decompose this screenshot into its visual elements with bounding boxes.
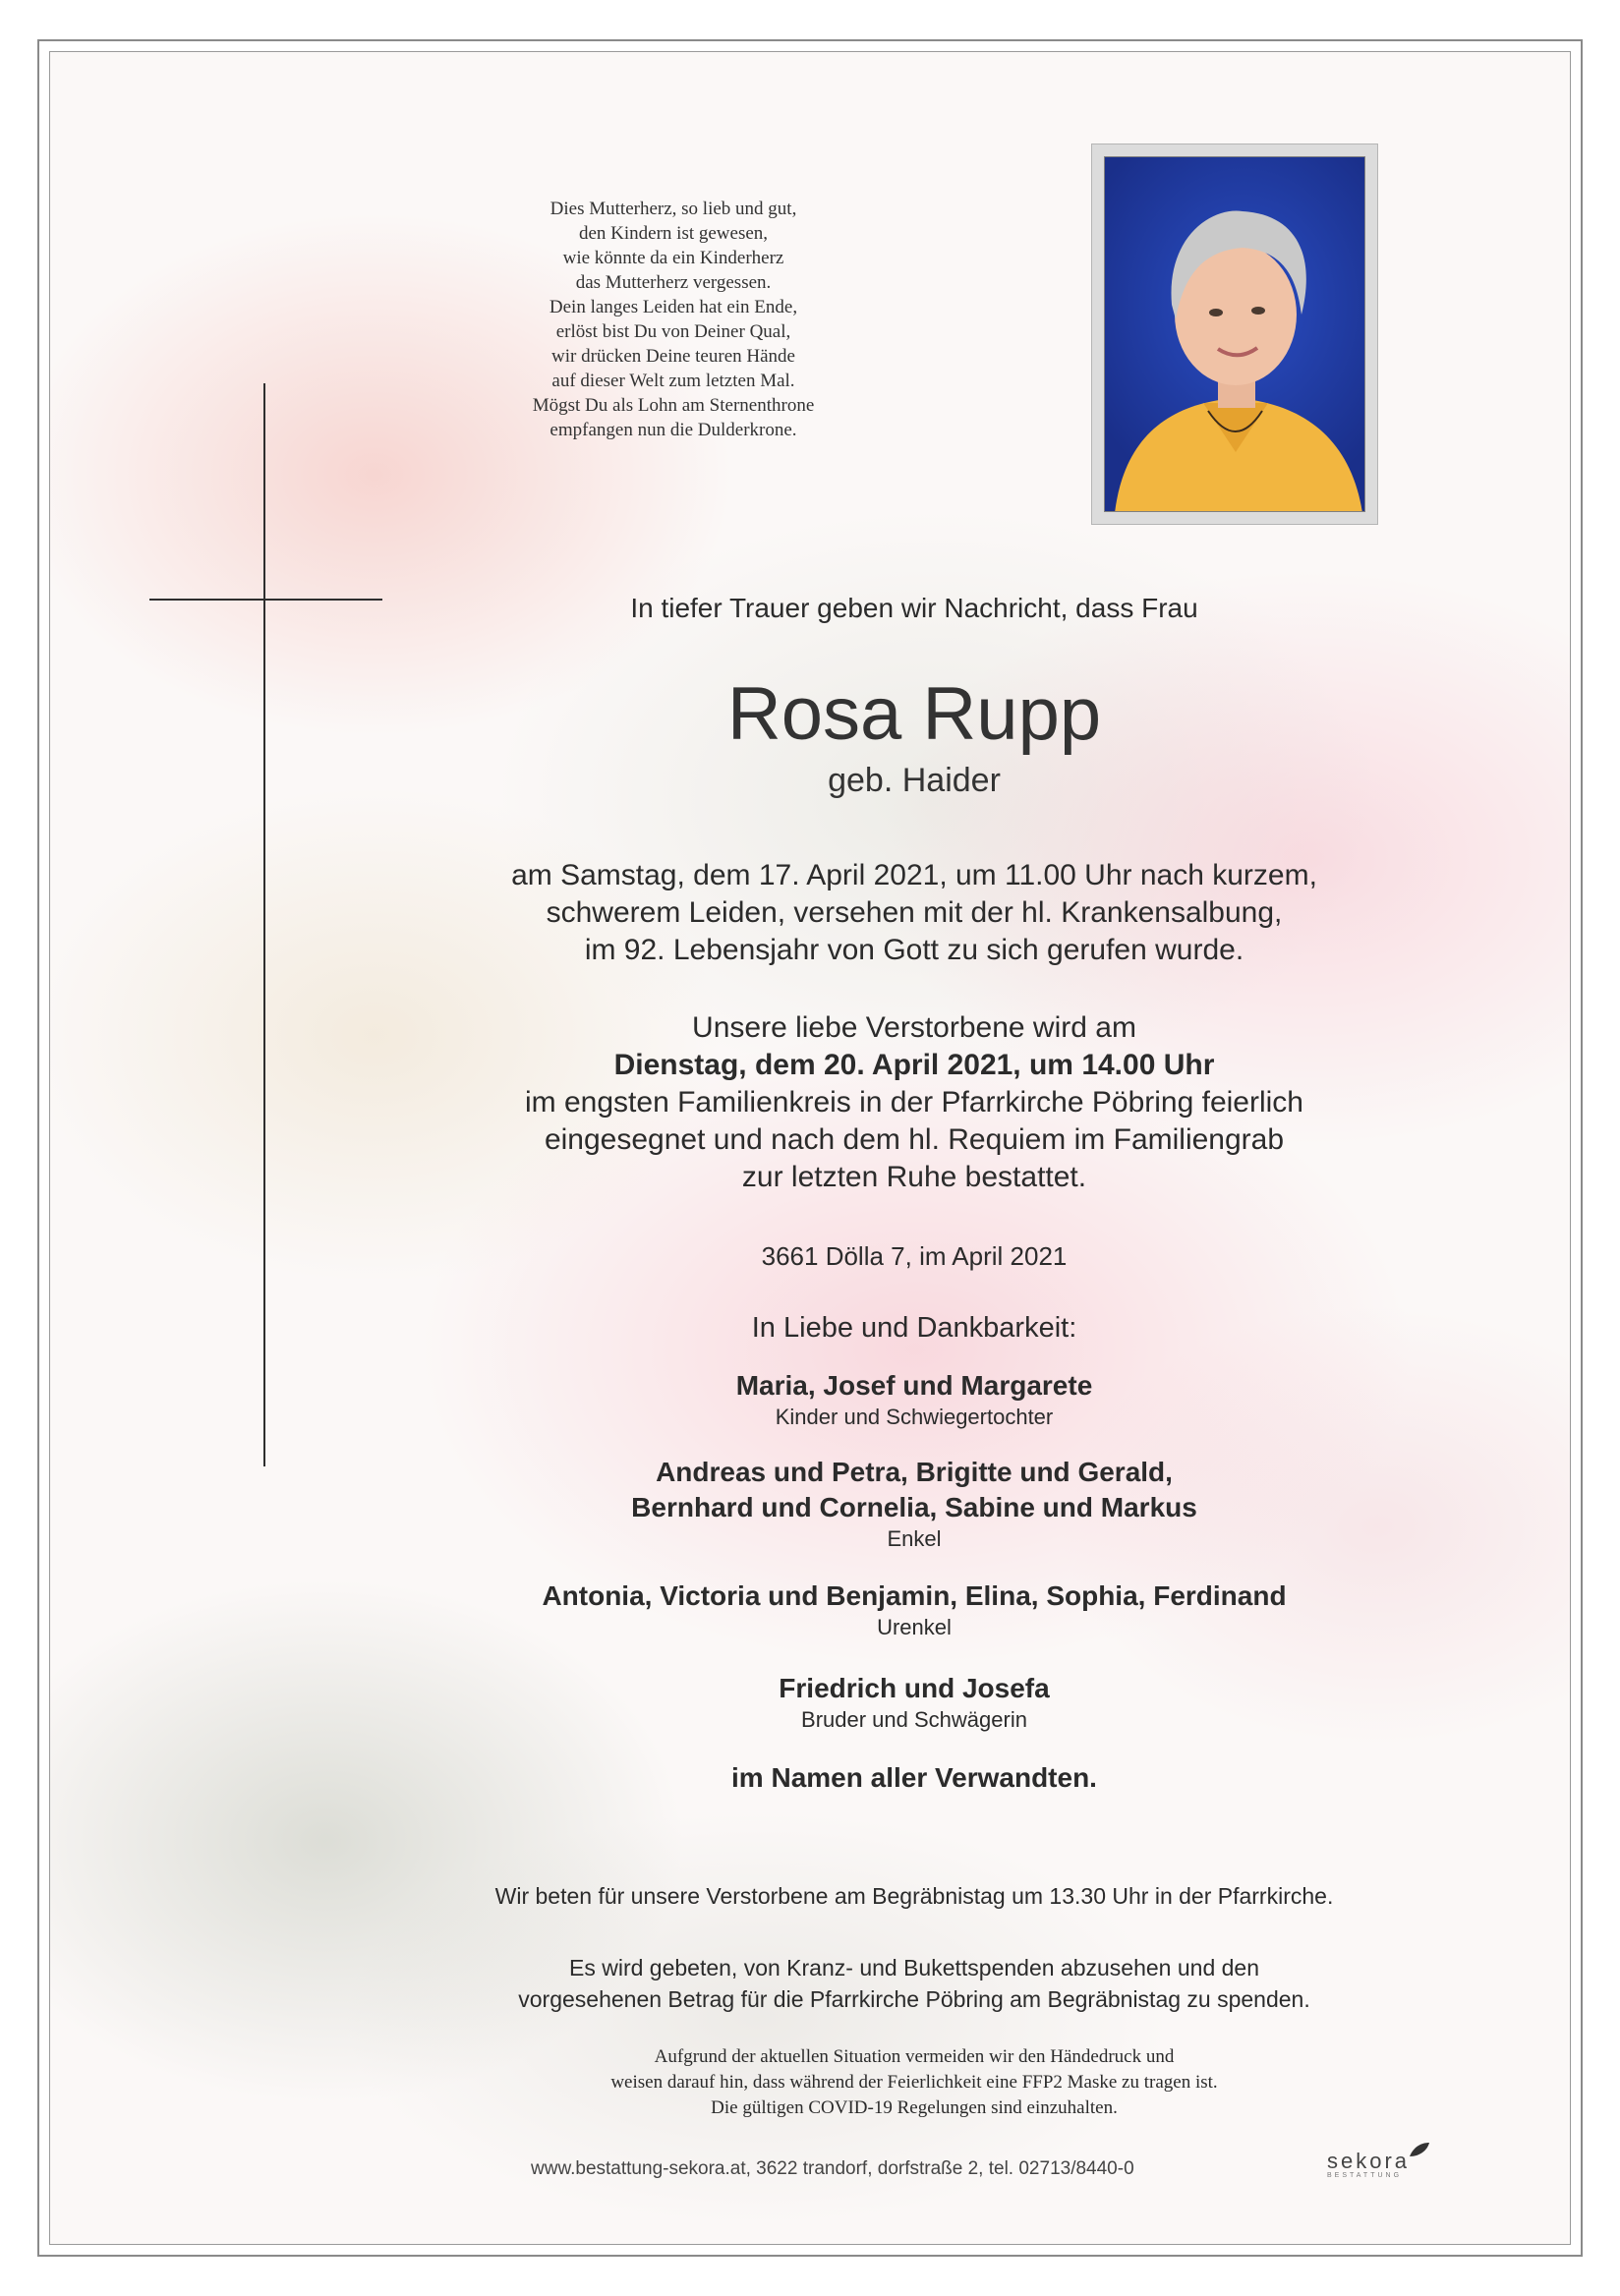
family-relation: Kinder und Schwiegertochter (775, 1405, 1054, 1429)
donation-line: vorgesehenen Betrag für die Pfarrkirche Pöbring am Begräbnistag zu spenden. (518, 1986, 1310, 2012)
portrait-photo (1104, 156, 1365, 512)
poem-line: das Mutterherz vergessen. (575, 272, 772, 293)
funeral-date: Dienstag, dem 20. April 2021, um 14.00 Uhr (613, 1049, 1215, 1081)
deceased-name: Rosa Rupp (726, 672, 1102, 756)
family-group (364, 1455, 1465, 1553)
birth-name: geb. Haider (828, 762, 1001, 799)
covid-note (364, 2044, 1465, 2121)
place-date: 3661 Dölla 7, im April 2021 (761, 1241, 1068, 1271)
poem-line: auf dieser Welt zum letzten Mal. (551, 371, 795, 391)
covid-line: Die gültigen COVID-19 Regelungen sind einzuhalten. (711, 2097, 1118, 2118)
family-group (364, 1368, 1465, 1431)
logo-word: sekora (1327, 2149, 1411, 2173)
portrait-illustration (1105, 157, 1365, 512)
portrait-frame (1091, 144, 1378, 525)
poem-line: Dies Mutterherz, so lieb und gut, (550, 199, 797, 219)
cross-icon-bar (149, 599, 382, 601)
cross-icon (263, 383, 265, 1466)
poem (511, 197, 836, 442)
family-relation: Bruder und Schwägerin (801, 1707, 1027, 1732)
donation-note (364, 1952, 1465, 2015)
company-logo (1327, 2149, 1410, 2179)
footer-contact: www.bestattung-sekora.at, 3622 trandorf, dorfstraße 2, tel. 02713/8440-0 (531, 2158, 1134, 2179)
poem-line: den Kindern ist gewesen, (578, 223, 769, 244)
death-line: am Samstag, dem 17. April 2021, um 11.00 Uhr nach kurzem, (511, 859, 1317, 891)
covid-line: Aufgrund der aktuellen Situation vermeiden wir den Händedruck und (654, 2046, 1175, 2067)
funeral-line: zur letzten Ruhe bestattet. (741, 1161, 1087, 1193)
logo-subtitle: BESTATTUNG (1327, 2172, 1403, 2179)
family-relation: Enkel (887, 1526, 942, 1551)
funeral-line: im engsten Familienkreis in der Pfarrkirche Pöbring feierlich (525, 1086, 1303, 1119)
family-group (364, 1578, 1465, 1641)
poem-line: wie könnte da ein Kinderherz (562, 248, 784, 268)
funeral-notice (364, 1009, 1465, 1196)
closing-line: im Namen aller Verwandten. (731, 1762, 1097, 1793)
family-group (364, 1671, 1465, 1734)
prayer-note: Wir beten für unsere Verstorbene am Begräbnistag um 13.30 Uhr in der Pfarrkirche. (494, 1883, 1334, 1909)
funeral-line: eingesegnet und nach dem hl. Requiem im Familiengrab (544, 1123, 1285, 1156)
family-names: Bernhard und Cornelia, Sabine und Markus (631, 1492, 1197, 1522)
family-names: Friedrich und Josefa (779, 1673, 1050, 1703)
poem-line: Mögst Du als Lohn am Sternenthrone (532, 395, 815, 416)
poem-line: empfangen nun die Dulderkrone. (550, 420, 797, 440)
donation-line: Es wird gebeten, von Kranz- und Bukettspenden abzusehen und den (569, 1955, 1259, 1980)
poem-line: erlöst bist Du von Deiner Qual, (555, 321, 791, 342)
death-line: schwerem Leiden, versehen mit der hl. Krankensalbung, (546, 896, 1283, 929)
family-names: Andreas und Petra, Brigitte und Gerald, (656, 1457, 1173, 1487)
intro-text: In tiefer Trauer geben wir Nachricht, dass Frau (630, 593, 1198, 623)
family-names: Maria, Josef und Margarete (735, 1370, 1093, 1401)
covid-line: weisen darauf hin, dass während der Feierlichkeit eine FFP2 Maske zu tragen ist. (610, 2072, 1218, 2093)
poem-line: Dein langes Leiden hat ein Ende, (549, 297, 798, 317)
family-names: Antonia, Victoria und Benjamin, Elina, Sophia, Ferdinand (542, 1580, 1287, 1611)
poem-line: wir drücken Deine teuren Hände (551, 346, 795, 367)
leaf-icon (1408, 2141, 1431, 2158)
death-line: im 92. Lebensjahr von Gott zu sich gerufen wurde. (584, 934, 1244, 966)
funeral-intro: Unsere liebe Verstorbene wird am (692, 1011, 1136, 1044)
death-notice (364, 857, 1465, 969)
thanks-heading: In Liebe und Dankbarkeit: (751, 1312, 1077, 1344)
family-relation: Urenkel (877, 1615, 952, 1639)
